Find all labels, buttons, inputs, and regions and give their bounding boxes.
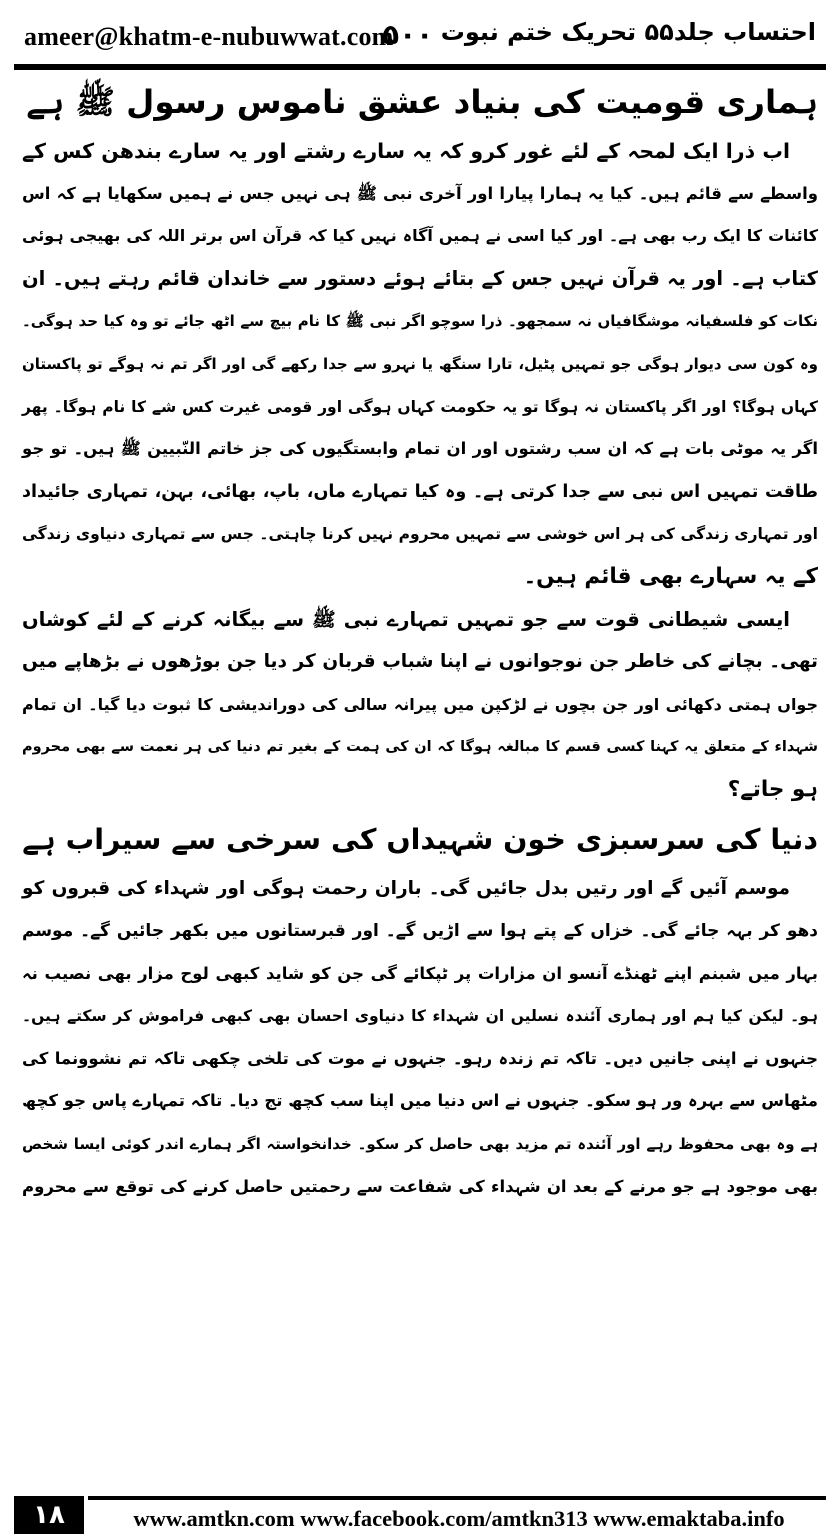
page-header xyxy=(14,14,826,58)
header-page-number: ۵۰۰ xyxy=(382,18,434,51)
section-heading: دنیا کی سرسبزی خون شہیداں کی سرخی سے سیراب ہے xyxy=(22,822,818,856)
text-line: ہے وہ بھی محفوظ رہے اور آئندہ تم مزید بھی حاصل کر سکو۔ خدانخواستہ اگر ہمارے اندر کوئی ایسا شخص xyxy=(22,1135,818,1154)
text-line: وہ کون سی دیوار ہوگی جو تمہیں پٹیل، تارا سنگھ یا نہرو سے جدا رکھے گی اور اگر تم نہ ہوگے تو پاکستان xyxy=(22,354,818,373)
text-line: اب ذرا ایک لمحہ کے لئے غور کرو کہ یہ سارے رشتے اور یہ سارے بندھن کس کے xyxy=(22,139,790,163)
paragraph xyxy=(22,130,818,599)
header-rule xyxy=(14,64,826,70)
text-line: شہداء کے متعلق یہ کہنا کسی قسم کا مبالغہ ہوگا کہ ان کی ہمت کے بغیر تم دنیا کی ہر نعمت سے بھی محروم xyxy=(22,739,818,756)
text-line: جنہوں نے اپنی جانیں دیں۔ تاکہ تم زندہ رہو۔ جنہوں نے موت کی تلخی چکھی تاکہ تم نشوونما کی xyxy=(22,1048,818,1068)
text-line: کائنات کا ایک رب بھی ہے۔ اور کیا اسی نے ہمیں آگاہ نہیں کیا کہ قرآن اس برتر اللہ کی بھیجی ہوئی xyxy=(22,226,818,246)
section-heading: ہماری قومیت کی بنیاد عشق ناموس رسول ﷺ ہے xyxy=(26,83,818,121)
text-line: ایسی شیطانی قوت سے جو تمہیں تمہارے نبی ﷺ سے بیگانہ کرنے کے لئے کوشاں xyxy=(22,607,790,631)
page-footer xyxy=(14,1496,826,1536)
text-line: کے یہ سہارے بھی قائم ہیں۔ xyxy=(523,563,818,589)
footer-page-number: ۱۸ xyxy=(14,1496,84,1534)
text-line: مٹھاس سے بہرہ ور ہو سکو۔ جنہوں نے اس دنیا میں اپنا سب کچھ تج دیا۔ تاکہ تمہارے پاس جو کچھ xyxy=(22,1091,818,1111)
article-body xyxy=(22,74,818,1208)
text-line: کہاں ہوگا؟ اور اگر پاکستان نہ ہوگا تو یہ حکومت کہاں ہوگی اور قومی غیرت کس شے کا نام ہوگا۔ پھر xyxy=(22,397,818,416)
text-line: ہو جاتے؟ xyxy=(727,776,818,802)
text-line: تھی۔ بچانے کی خاطر جن نوجوانوں نے اپنا شباب قربان کر دیا جن بوڑھوں نے بڑھاپے میں xyxy=(22,651,818,673)
text-line: دھو کر بہہ جائے گی۔ خزاں کے پتے ہوا سے اڑیں گے۔ اور قبرستانوں میں بکھر جائیں گے۔ موسم xyxy=(22,921,818,942)
header-email: ameer@khatm-e-nubuwwat.com xyxy=(24,22,394,51)
text-line: نکات کو فلسفیانہ موشگافیاں نہ سمجھو۔ ذرا سوچو اگر نبی ﷺ کا نام بیچ سے اٹھ جائے تو وہ کیا حد ہوگی۔ xyxy=(22,312,818,331)
paragraph xyxy=(22,599,818,812)
text-line: کتاب ہے۔ اور یہ قرآن نہیں جس کے بتائے ہوئے دستور سے خاندان قائم رہتے ہیں۔ ان xyxy=(22,266,818,290)
text-line: جواں ہمتی دکھائی اور جن بچوں نے لڑکپن میں پیرانہ سالی کی دوراندیشی کا ثبوت دیا گیا۔ ان تمام xyxy=(22,694,818,714)
text-line: واسطے سے قائم ہیں۔ کیا یہ ہمارا پیارا اور آخری نبی ﷺ ہی نہیں جس نے ہمیں سکھایا ہے کہ اس xyxy=(22,183,818,203)
text-line: طاقت تمہیں اس نبی سے جدا کرتی ہے۔ وہ کیا تمہارے ماں، باپ، بھائی، بہن، تمہاری جائیداد xyxy=(22,481,818,502)
header-series-title: احتساب جلد۵۵ تحریک ختم نبوت xyxy=(440,18,816,46)
paragraph xyxy=(22,868,818,1209)
text-line: موسم آئیں گے اور رتیں بدل جائیں گی۔ باران رحمت ہوگی اور شہداء کی قبروں کو xyxy=(22,877,790,899)
text-line: اگر یہ موٹی بات ہے کہ ان سب رشتوں اور ان تمام وابستگیوں کی جز خاتم النّبیین ﷺ ہیں۔ تو جو xyxy=(22,439,818,459)
text-line: اور تمہاری زندگی کی ہر اس خوشی سے تمہیں محروم نہیں کرنا چاہتی۔ جس سے تمہاری دنیاوی زندگی xyxy=(22,525,818,544)
text-line: بہار میں شبنم اپنے ٹھنڈے آنسو ان مزارات پر ٹپکائے گی جن کو شاید کبھی لوح مزار بھی نصیب نہ xyxy=(22,963,818,983)
text-line: ہو۔ لیکن کیا ہم اور ہماری آئندہ نسلیں ان شہداء کا دنیاوی احسان بھی کبھی فراموش کر سکتے ہیں۔ xyxy=(22,1007,818,1026)
footer-rule xyxy=(88,1496,826,1500)
footer-links[interactable]: www.amtkn.com www.facebook.com/amtkn313 www.emaktaba.info xyxy=(133,1506,785,1531)
text-line: بھی موجود ہے جو مرنے کے بعد ان شہداء کی شفاعت سے رحمتیں حاصل کرنے کی توقع سے محروم xyxy=(22,1176,818,1196)
